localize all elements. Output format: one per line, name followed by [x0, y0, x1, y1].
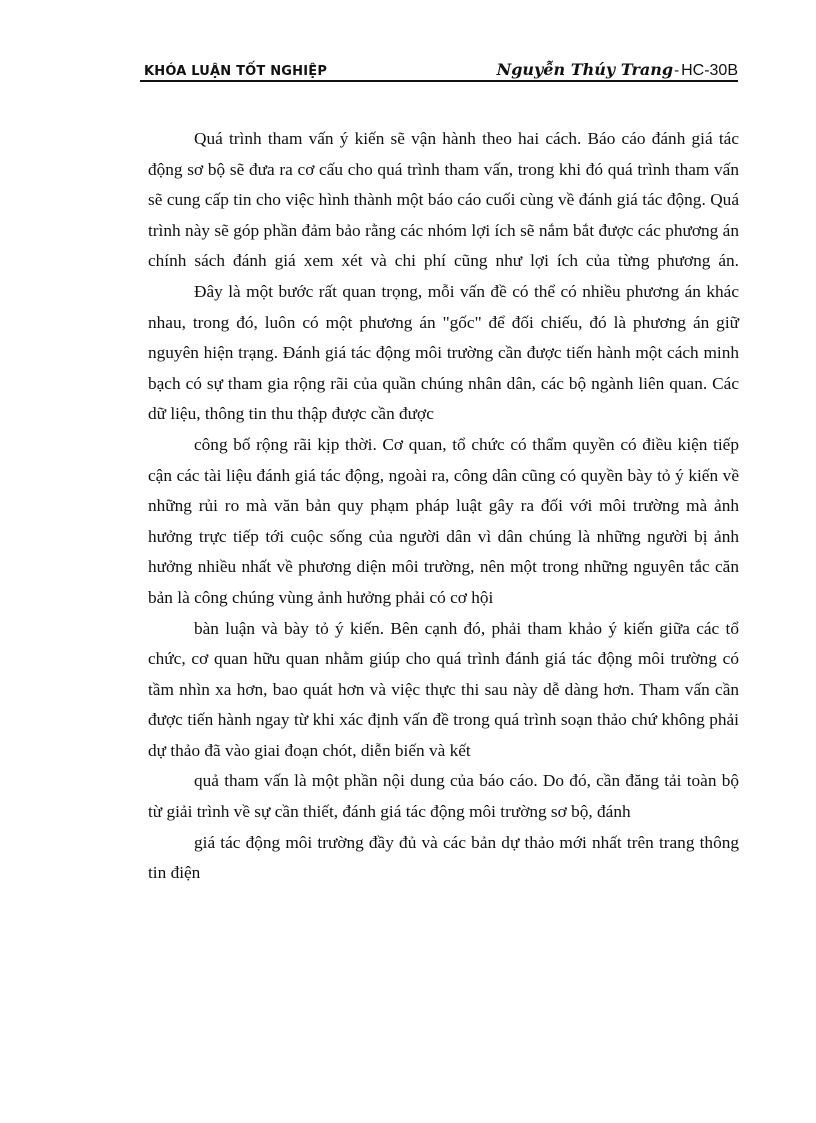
paragraph-3: công bố rộng rãi kịp thời. Cơ quan, tổ chức có thẩm quyền có điều kiện tiếp cận các tài liệu đánh giá tác động, ngoài ra, công dân cũng có quyền bày tỏ ý kiến về những rủi ro mà văn bản quy phạm pháp luật gây ra đối với môi trường mà ảnh hưởng trực tiếp tới cuộc sống của người dân vì dân chúng là những người bị ảnh hưởng nhiều nhất về phương diện môi trường, nên một trong những nguyên tắc căn bản là công chúng vùng ảnh hưởng phải có cơ hội [148, 434, 739, 607]
page-header [140, 58, 738, 82]
header-rule [140, 80, 738, 82]
paragraph-5: quả tham vấn là một phần nội dung của báo cáo. Do đó, cần đăng tải toàn bộ từ giải trình về sự cần thiết, đánh giá tác động môi trường sơ bộ, đánh [148, 771, 739, 822]
thesis-title: KHÓA LUẬN TỐT NGHIỆP [144, 64, 328, 79]
author-block [497, 60, 738, 80]
header-separator: - [674, 62, 680, 79]
paragraph-4: bàn luận và bày tỏ ý kiến. Bên cạnh đó, phải tham khảo ý kiến giữa các tổ chức, cơ quan hữu quan nhằm giúp cho quá trình đánh giá tác động môi trường có tầm nhìn xa hơn, bao quát hơn và việc thực thi sau này dễ dàng hơn. Tham vấn cần được tiến hành ngay từ khi xác định vấn đề trong quá trình soạn thảo chứ không phải dự thảo đã vào giai đoạn chót, diễn biến và kết [148, 618, 739, 760]
class-code: HC-30B [681, 62, 738, 79]
paragraph-2: Đây là một bước rất quan trọng, mỗi vấn đề có thể có nhiều phương án khác nhau, trong đó, luôn có một phương án "gốc" để đối chiếu, đó là phương án giữ nguyên hiện trạng. Đánh giá tác động môi trường cần được tiến hành một cách minh bạch có sự tham gia rộng rãi của quần chúng nhân dân, các bộ ngành liên quan. Các dữ liệu, thông tin thu thập được cần được [148, 281, 739, 424]
author-name: Nguyễn Thúy Trang [496, 60, 674, 79]
paragraph-1: Quá trình tham vấn ý kiến sẽ vận hành theo hai cách. Báo cáo đánh giá tác động sơ bộ sẽ đưa ra cơ cấu cho quá trình tham vấn, trong khi đó quá trình tham vấn sẽ cung cấp tin cho việc hình thành một báo cáo cuối cùng về đánh giá tác động. Quá trình này sẽ góp phần đảm bảo rằng các nhóm lợi ích sẽ nắm bắt được các phương án chính sách đánh giá xem xét và chi phí cũng như lợi ích của từng phương án. [148, 129, 739, 271]
document-body [148, 124, 739, 889]
paragraph-6: giá tác động môi trường đầy đủ và các bản dự thảo mới nhất trên trang thông tin điện [148, 832, 739, 883]
